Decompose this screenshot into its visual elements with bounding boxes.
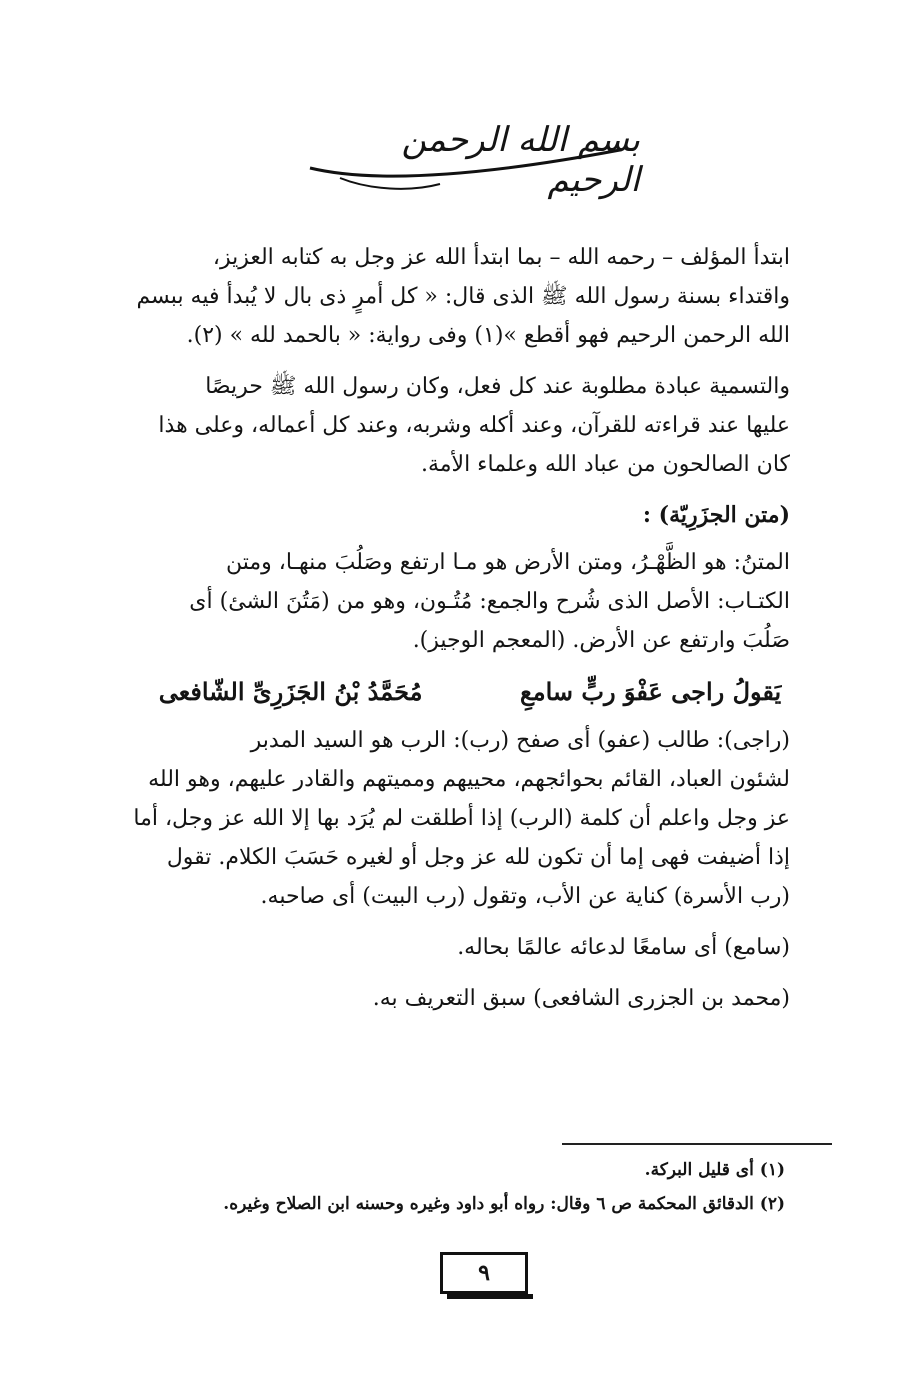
text-line: عليها عند قراءته للقرآن، وعند أكله وشربه، وعند كل أعماله، وعلى هذا <box>158 413 790 438</box>
poem-verse <box>110 672 830 711</box>
verse-second-hemistich: مُحَمَّدُ بْنُ الجَزَرِىِّ الشّافعى <box>158 677 423 706</box>
footnote-separator <box>562 1143 832 1145</box>
text-line: المتنُ: هو الظَّهْـرُ، ومتن الأرض هو مـا ارتفع وصَلُبَ منهـا، ومتن <box>226 550 790 575</box>
basmala-text: بسم الله الرحمن الرحيم <box>401 120 640 200</box>
paragraph-ibn-jazari: (محمد بن الجزرى الشافعى) سبق التعريف به. <box>372 986 790 1011</box>
text-line: الله الرحمن الرحيم فهو أقطع »(١) وفى رواية: « بالحمد لله » (٢). <box>186 323 790 348</box>
text-line: (راجى): طالب (عفو) أى صفح (رب): الرب هو السيد المدبر <box>250 728 790 753</box>
footnotes <box>110 1153 785 1221</box>
text-line: إذا أضيفت فهى إما أن تكون لله عز وجل أو لغيره حَسَبَ الكلام. تقول <box>166 845 790 870</box>
text-line: صَلُبَ وارتفع عن الأرض. (المعجم الوجيز). <box>412 628 790 653</box>
main-text <box>110 238 830 1030</box>
paragraph-explanation <box>110 721 830 916</box>
text-line: الكتـاب: الأصل الذى شُرح والجمع: مُتُـون، وهو من (مَتُنَ الشئ) أى <box>189 589 790 614</box>
verse-first-hemistich: يَقولُ راجى عَفْوَ ربٍّ سامعِ <box>519 677 782 706</box>
page-number: ٩ <box>440 1252 528 1294</box>
text-line: عز وجل واعلم أن كلمة (الرب) إذا أطلقت لم يُرَد بها إلا الله عز وجل، أما <box>133 806 790 831</box>
text-line: لشئون العباد، القائم بحوائجهم، محييهم ومميتهم والقادر عليهم، وهو الله <box>148 767 790 792</box>
text-line: واقتداء بسنة رسول الله ﷺ الذى قال: « كل أمرٍ ذى بال لا يُبدأ فيه ببسم <box>136 284 790 309</box>
text-line: والتسمية عبادة مطلوبة عند كل فعل، وكان رسول الله ﷺ حريصًا <box>205 374 790 399</box>
section-heading: (متن الجزَرِيّة) : <box>642 502 790 528</box>
basmala-calligraphy <box>300 120 640 200</box>
text-line: كان الصالحون من عباد الله وعلماء الأمة. <box>420 452 790 477</box>
footnote-2: (٢) الدقائق المحكمة ص ٦ وقال: رواه أبو داود وغيره وحسنه ابن الصلاح وغيره. <box>223 1194 785 1214</box>
paragraph-definition <box>110 543 830 660</box>
paragraph-tasmiya <box>110 367 830 484</box>
footnote-1: (١) أى قليل البركة. <box>644 1160 785 1180</box>
paragraph-intro <box>110 238 830 355</box>
text-line: (رب الأسرة) كناية عن الأب، وتقول (رب البيت) أى صاحبه. <box>260 884 790 909</box>
paragraph-sami: (سامع) أى سامعًا لدعائه عالمًا بحاله. <box>457 935 790 960</box>
text-line: ابتدأ المؤلف – رحمه الله – بما ابتدأ الله عز وجل به كتابه العزيز، <box>212 245 790 270</box>
